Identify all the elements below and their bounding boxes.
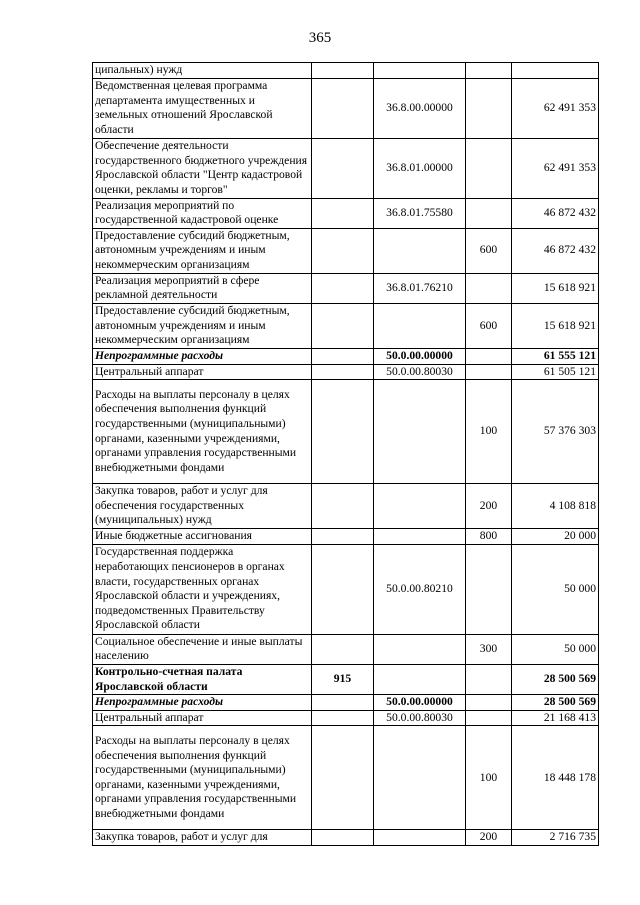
row-amount-cell: 57 376 303 — [512, 380, 599, 484]
row-expense-type-cell — [466, 198, 512, 228]
row-target-code-cell — [374, 529, 466, 545]
table-row — [93, 710, 599, 726]
row-department-code-cell — [312, 695, 374, 711]
row-name-cell: Центральный аппарат — [93, 710, 312, 726]
row-amount-cell: 15 618 921 — [512, 303, 599, 348]
row-expense-type-cell: 800 — [466, 529, 512, 545]
table-row — [93, 303, 599, 348]
row-target-code-cell — [374, 303, 466, 348]
row-name-cell: Ведомственная целевая программа департамента имущественных и земельных отношений Ярославской области — [93, 78, 312, 138]
row-department-code-cell — [312, 228, 374, 273]
row-target-code-cell — [374, 228, 466, 273]
row-name-cell: Расходы на выплаты персоналу в целях обеспечения выполнения функций государственными (муниципальными) органами, казенными учреждениями, органами управления государственными внебюджетными фондами — [93, 380, 312, 484]
table-row — [93, 830, 599, 846]
row-target-code-cell: 50.0.00.00000 — [374, 695, 466, 711]
row-expense-type-cell — [466, 138, 512, 198]
row-amount-cell: 61 505 121 — [512, 364, 599, 380]
table-row — [93, 198, 599, 228]
row-amount-cell: 50 000 — [512, 634, 599, 664]
row-expense-type-cell: 200 — [466, 484, 512, 529]
row-name-cell: Предоставление субсидий бюджетным, автономным учреждениям и иным некоммерческим организациям — [93, 228, 312, 273]
row-department-code-cell — [312, 710, 374, 726]
budget-table-body — [93, 63, 599, 846]
row-department-code-cell — [312, 726, 374, 830]
row-expense-type-cell — [466, 364, 512, 380]
row-target-code-cell: 50.0.00.80030 — [374, 710, 466, 726]
row-department-code-cell — [312, 303, 374, 348]
row-name-cell: Центральный аппарат — [93, 364, 312, 380]
table-row — [93, 726, 599, 830]
table-row — [93, 529, 599, 545]
table-row — [93, 484, 599, 529]
row-amount-cell: 46 872 432 — [512, 198, 599, 228]
table-row — [93, 695, 599, 711]
row-department-code-cell: 915 — [312, 664, 374, 694]
row-target-code-cell: 36.8.01.76210 — [374, 273, 466, 303]
row-target-code-cell: 36.8.00.00000 — [374, 78, 466, 138]
row-department-code-cell — [312, 78, 374, 138]
table-row — [93, 544, 599, 634]
table-row — [93, 634, 599, 664]
row-department-code-cell — [312, 63, 374, 79]
row-amount-cell: 15 618 921 — [512, 273, 599, 303]
table-row — [93, 380, 599, 484]
table-row — [93, 348, 599, 364]
row-target-code-cell: 50.0.00.80030 — [374, 364, 466, 380]
row-amount-cell: 50 000 — [512, 544, 599, 634]
table-row — [93, 63, 599, 79]
row-name-cell: Контрольно-счетная палата Ярославской области — [93, 664, 312, 694]
row-target-code-cell — [374, 664, 466, 694]
row-department-code-cell — [312, 634, 374, 664]
row-amount-cell: 18 448 178 — [512, 726, 599, 830]
row-amount-cell: 28 500 569 — [512, 695, 599, 711]
row-target-code-cell: 36.8.01.75580 — [374, 198, 466, 228]
row-expense-type-cell: 100 — [466, 380, 512, 484]
row-department-code-cell — [312, 198, 374, 228]
row-expense-type-cell — [466, 273, 512, 303]
row-target-code-cell — [374, 830, 466, 846]
row-expense-type-cell — [466, 544, 512, 634]
row-amount-cell: 21 168 413 — [512, 710, 599, 726]
row-amount-cell — [512, 63, 599, 79]
row-department-code-cell — [312, 348, 374, 364]
row-expense-type-cell: 100 — [466, 726, 512, 830]
row-amount-cell: 20 000 — [512, 529, 599, 545]
row-target-code-cell — [374, 484, 466, 529]
table-row — [93, 273, 599, 303]
row-amount-cell: 62 491 353 — [512, 138, 599, 198]
row-name-cell: Закупка товаров, работ и услуг для — [93, 830, 312, 846]
row-department-code-cell — [312, 544, 374, 634]
row-name-cell: Расходы на выплаты персоналу в целях обеспечения выполнения функций государственными (муниципальными) органами, казенными учреждениями, органами управления государственными внебюджетными фондами — [93, 726, 312, 830]
table-row — [93, 228, 599, 273]
row-expense-type-cell — [466, 78, 512, 138]
row-name-cell: Реализация мероприятий по государственной кадастровой оценке — [93, 198, 312, 228]
row-name-cell: Непрограммные расходы — [93, 348, 312, 364]
page-number: 365 — [308, 30, 332, 46]
row-department-code-cell — [312, 484, 374, 529]
row-name-cell: Закупка товаров, работ и услуг для обеспечения государственных (муниципальных) нужд — [93, 484, 312, 529]
row-department-code-cell — [312, 138, 374, 198]
row-expense-type-cell: 200 — [466, 830, 512, 846]
row-department-code-cell — [312, 364, 374, 380]
row-expense-type-cell — [466, 63, 512, 79]
row-expense-type-cell: 600 — [466, 303, 512, 348]
row-target-code-cell — [374, 726, 466, 830]
row-name-cell: Непрограммные расходы — [93, 695, 312, 711]
table-row — [93, 364, 599, 380]
table-row — [93, 78, 599, 138]
row-department-code-cell — [312, 380, 374, 484]
row-target-code-cell — [374, 634, 466, 664]
row-amount-cell: 4 108 818 — [512, 484, 599, 529]
row-expense-type-cell — [466, 710, 512, 726]
row-target-code-cell — [374, 63, 466, 79]
row-department-code-cell — [312, 273, 374, 303]
budget-table — [92, 62, 599, 846]
table-row — [93, 138, 599, 198]
row-expense-type-cell — [466, 664, 512, 694]
row-target-code-cell — [374, 380, 466, 484]
row-amount-cell: 61 555 121 — [512, 348, 599, 364]
row-target-code-cell: 50.0.00.80210 — [374, 544, 466, 634]
row-amount-cell: 46 872 432 — [512, 228, 599, 273]
row-name-cell: ципальных) нужд — [93, 63, 312, 79]
row-name-cell: Обеспечение деятельности государственного бюджетного учреждения Ярославской области "Центр кадастровой оценки, рекламы и торгов" — [93, 138, 312, 198]
row-target-code-cell: 50.0.00.00000 — [374, 348, 466, 364]
row-department-code-cell — [312, 830, 374, 846]
row-name-cell: Иные бюджетные ассигнования — [93, 529, 312, 545]
row-name-cell: Предоставление субсидий бюджетным, автономным учреждениям и иным некоммерческим организациям — [93, 303, 312, 348]
table-row — [93, 664, 599, 694]
row-name-cell: Государственная поддержка неработающих пенсионеров в органах власти, государственных органах Ярославской области и учреждениях, подведомственных Правительству Ярославской области — [93, 544, 312, 634]
row-name-cell: Реализация мероприятий в сфере рекламной деятельности — [93, 273, 312, 303]
row-department-code-cell — [312, 529, 374, 545]
row-amount-cell: 2 716 735 — [512, 830, 599, 846]
row-amount-cell: 28 500 569 — [512, 664, 599, 694]
row-amount-cell: 62 491 353 — [512, 78, 599, 138]
row-target-code-cell: 36.8.01.00000 — [374, 138, 466, 198]
row-expense-type-cell: 300 — [466, 634, 512, 664]
row-expense-type-cell — [466, 348, 512, 364]
row-expense-type-cell: 600 — [466, 228, 512, 273]
row-name-cell: Социальное обеспечение и иные выплаты населению — [93, 634, 312, 664]
row-expense-type-cell — [466, 695, 512, 711]
